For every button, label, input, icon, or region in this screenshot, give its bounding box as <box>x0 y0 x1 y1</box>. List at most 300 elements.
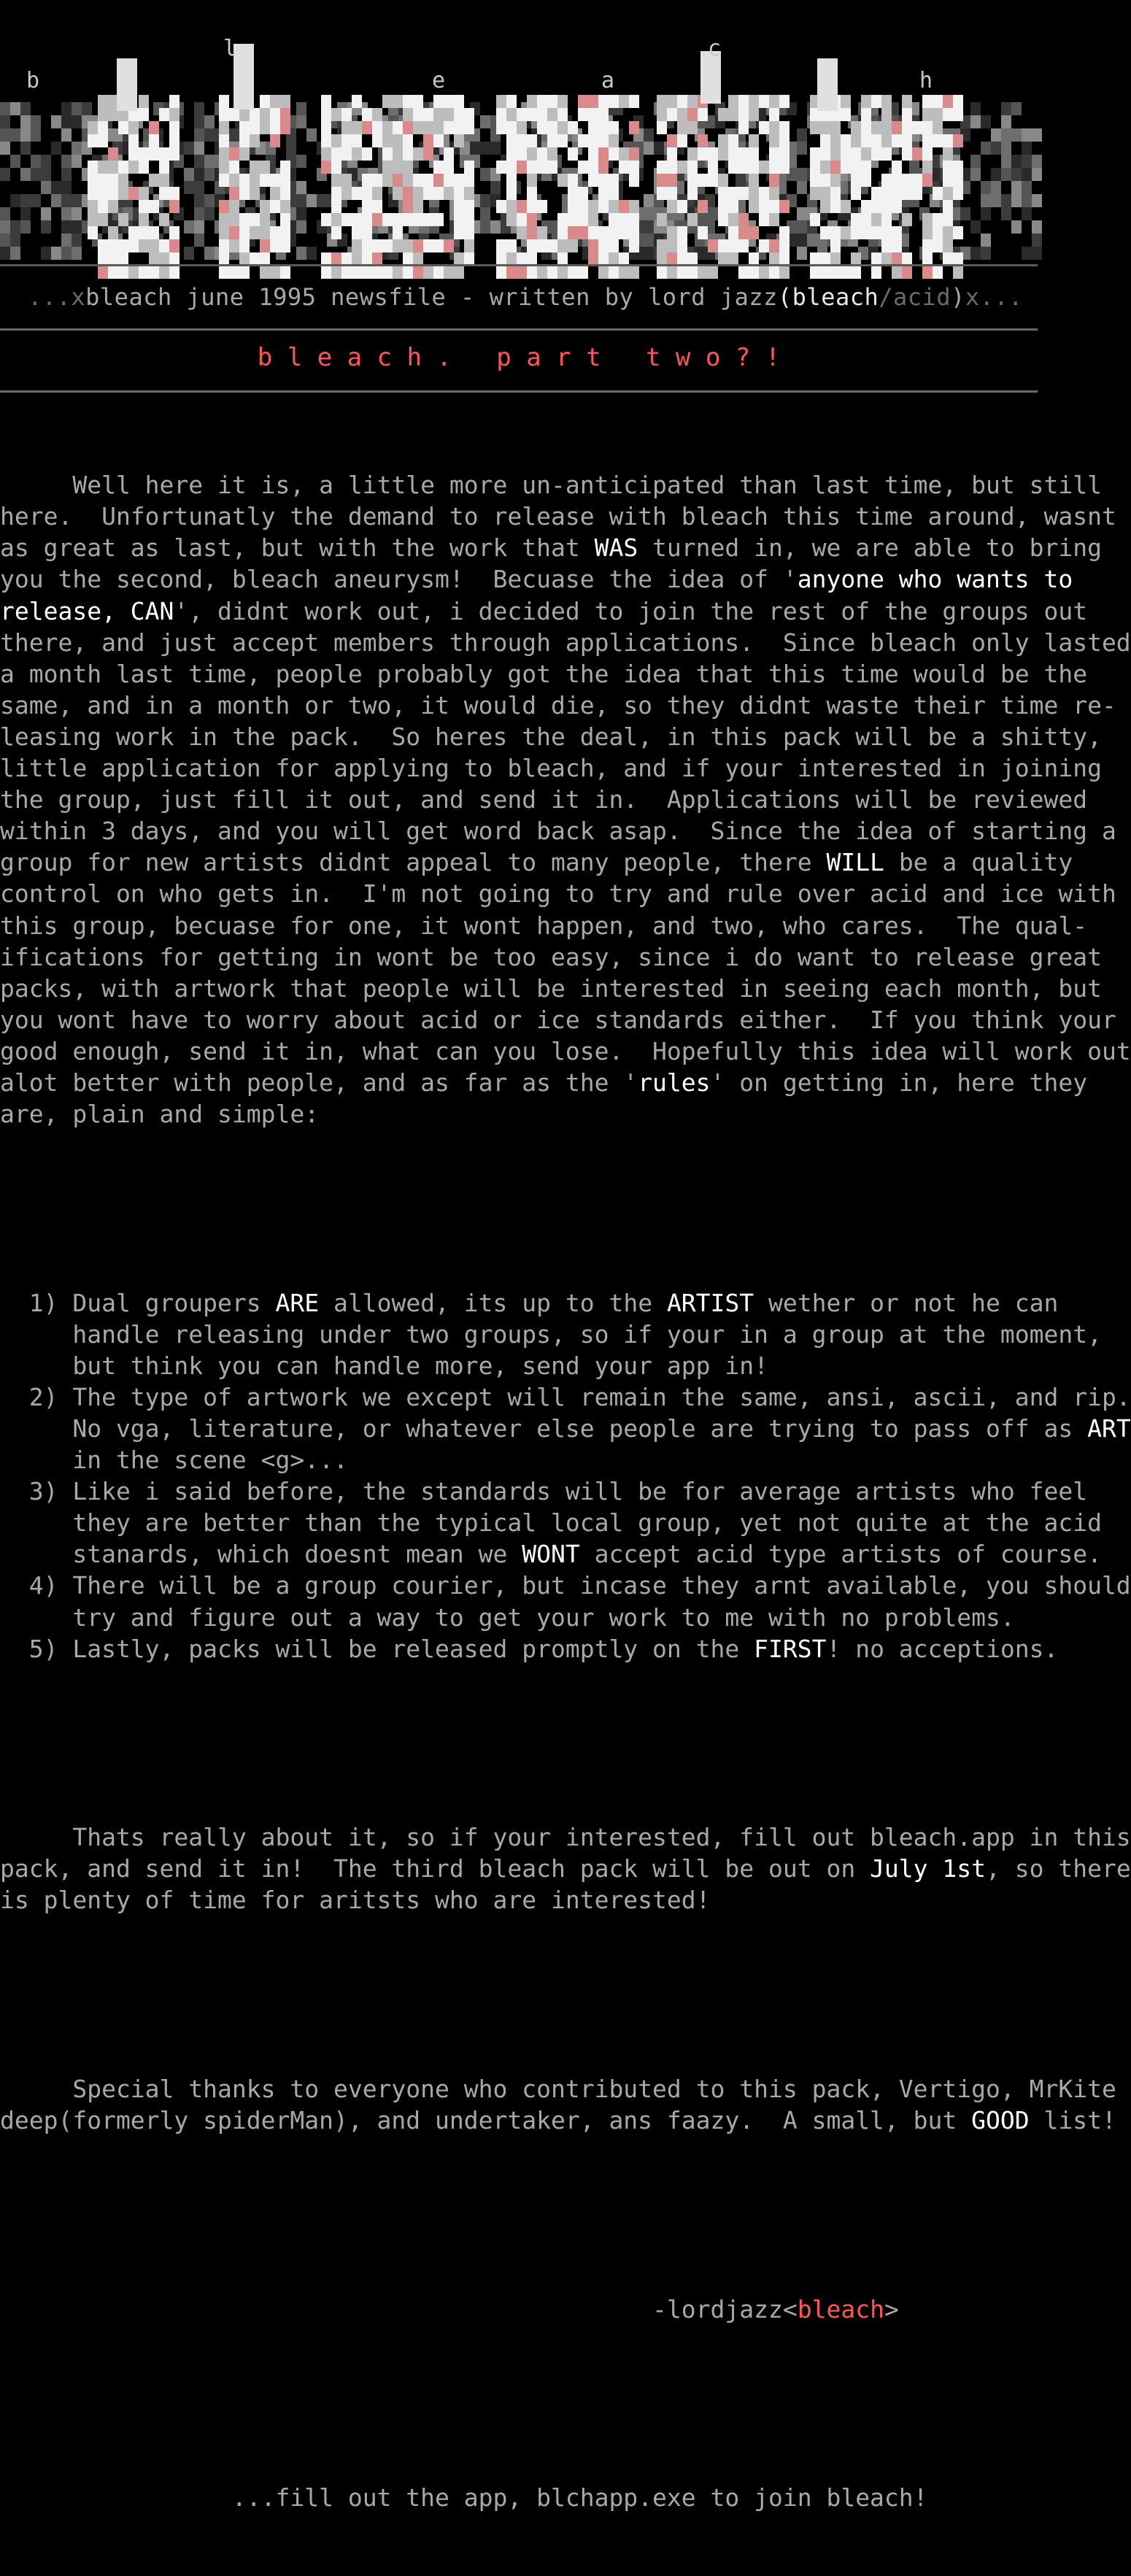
logo-letter-block <box>568 147 578 161</box>
logo-letter-block <box>108 174 118 187</box>
logo-accent-block <box>270 134 280 147</box>
logo-accent-block <box>280 108 290 121</box>
logo-letter-block <box>149 226 159 239</box>
logo-letter-block <box>609 266 619 279</box>
logo-shade-block <box>981 115 991 128</box>
logo-accent-block <box>892 121 902 134</box>
logo-letter-block <box>229 266 239 279</box>
logo-letter-block <box>517 213 527 226</box>
logo-letter-block <box>382 95 393 108</box>
logo-accent-block <box>619 200 629 213</box>
logo-shade-block <box>970 220 981 234</box>
logo-letter-block <box>881 147 892 161</box>
logo-letter-block <box>219 174 229 187</box>
logo-shade-block <box>1001 194 1011 207</box>
text-line <box>0 721 1102 752</box>
logo-letter-block <box>769 200 779 213</box>
logo-accent-block <box>169 239 180 252</box>
logo-letter-block <box>537 95 547 108</box>
logo-letter-block <box>820 161 830 174</box>
logo-letter-block <box>352 213 362 226</box>
logo-letter-block <box>578 161 588 174</box>
logo-shade-block <box>41 247 51 260</box>
emphasis-text: ARTIST <box>666 1288 754 1317</box>
logo-letter-block <box>892 200 902 213</box>
logo-letter-block <box>922 108 933 121</box>
text-line <box>0 690 1116 721</box>
tagline-group-bleach: bleach <box>792 283 879 311</box>
logo-letter-block <box>557 108 568 121</box>
logo-letter-block <box>657 121 667 134</box>
logo-letter-block <box>851 226 861 239</box>
logo-shade-block <box>20 115 31 128</box>
logo-letter-block <box>749 174 759 187</box>
logo-letter-block <box>88 174 98 187</box>
logo-letter-block <box>139 147 149 161</box>
text-run: accept acid type artists of course. <box>579 1540 1102 1569</box>
text-line <box>0 532 1102 563</box>
text-run: good enough, send it in, what can you lose. Hopefully this idea will work out <box>0 1036 1131 1065</box>
logo-letter-block <box>718 147 728 161</box>
logo-letter-block <box>687 121 698 134</box>
logo-ascender-block <box>117 85 137 98</box>
logo-letter-block <box>149 266 159 279</box>
logo-letter-block <box>169 134 180 147</box>
logo-shade-block <box>0 115 10 128</box>
logo-letter-block <box>841 95 851 108</box>
logo-letter-block <box>219 266 229 279</box>
logo-shade-block <box>204 115 215 128</box>
logo-letter-block <box>568 174 578 187</box>
logo-letter-block <box>749 147 759 161</box>
logo-letter-block <box>433 266 444 279</box>
logo-letter-block <box>393 213 403 226</box>
logo-letter-block <box>250 108 260 121</box>
logo-letter-block <box>219 239 229 252</box>
logo-letter-block <box>280 200 290 213</box>
logo-letter-block <box>871 266 881 279</box>
text-line <box>0 1570 1131 1601</box>
logo-letter-block <box>769 108 779 121</box>
logo-letter-block <box>892 134 902 147</box>
logo-letter-block <box>393 95 403 108</box>
logo-letter-block <box>912 174 922 187</box>
text-run: control on who gets in. I'm not going to try and rule over acid and ice with <box>0 879 1116 909</box>
logo-letter-block <box>718 239 728 252</box>
logo-letter-block <box>149 239 159 252</box>
logo-letter-block <box>619 252 629 266</box>
text-run: ...fill out the app, blchapp.exe to join bleach! <box>0 2483 928 2513</box>
logo-letter-block <box>547 147 557 161</box>
logo-shade-block <box>1011 194 1022 207</box>
logo-letter-block <box>810 213 820 226</box>
logo-letter-block <box>902 174 912 187</box>
logo-shade-block <box>1022 247 1032 260</box>
tagline-paren-close: ) <box>951 283 965 311</box>
text-run: little application for applying to bleach, and if your interested in joining <box>0 754 1102 783</box>
logo-letter-block <box>598 226 609 239</box>
logo-letter-block <box>588 226 598 239</box>
logo-letter-block <box>250 252 260 266</box>
logo-shade-block <box>286 142 296 155</box>
logo-letter-block <box>892 187 902 200</box>
logo-shade-block <box>296 247 306 260</box>
logo-shade-block <box>10 194 20 207</box>
logo-letter-block <box>270 95 280 108</box>
logo-letter-block <box>331 108 341 121</box>
text-run: allowed, its up to the <box>319 1288 667 1317</box>
logo-shade-block <box>61 102 72 115</box>
logo-letter-block <box>506 108 517 121</box>
text-line <box>0 1098 1051 1130</box>
logo-letter-block <box>372 200 382 213</box>
logo-shade-block <box>10 234 20 247</box>
logo-letter-block <box>738 187 749 200</box>
logo-shade-block <box>1022 194 1032 207</box>
logo-shade-block <box>797 181 807 194</box>
emphasis-text: GOOD <box>971 2106 1030 2135</box>
tagline-prefix: ...x <box>28 283 86 311</box>
logo-letter-block <box>496 121 506 134</box>
logo-ascender-block <box>700 77 721 90</box>
logo-letter-block <box>728 161 738 174</box>
logo-accent-block <box>393 174 403 187</box>
logo-shade-block <box>981 194 991 207</box>
logo-shade-block <box>981 181 991 194</box>
logo-letter-block <box>568 200 578 213</box>
logo-letter-block <box>250 187 260 200</box>
text-line <box>0 752 1102 784</box>
text-line <box>0 2073 1116 2105</box>
logo-shade-block <box>1011 155 1022 168</box>
logo-shade-block <box>1011 128 1022 142</box>
logo-letter-block <box>159 252 169 266</box>
tagline-suffix: x... <box>965 283 1023 311</box>
logo-shade-block <box>981 247 991 260</box>
logo-shade-block <box>184 220 194 234</box>
logo-letter-block <box>657 187 667 200</box>
logo-accent-block <box>527 226 537 239</box>
logo-letter-block <box>506 121 517 134</box>
logo-letter-block <box>341 266 352 279</box>
logo-shade-block <box>1001 207 1011 220</box>
logo-letter-block <box>588 108 598 121</box>
blank-line <box>0 1979 1051 2010</box>
logo-letter-block <box>464 213 474 226</box>
logo-letter-block <box>321 121 331 134</box>
logo-letter-block <box>229 213 239 226</box>
logo-letter-block <box>892 161 902 174</box>
logo-letter-block <box>769 161 779 174</box>
text-line <box>0 1444 1051 1476</box>
logo-letter-block <box>527 147 537 161</box>
logo-shade-block <box>0 168 10 181</box>
logo-letter-block <box>362 226 372 239</box>
logo-letter-block <box>250 134 260 147</box>
text-line <box>0 815 1116 847</box>
logo-letter-block <box>759 121 769 134</box>
text-run: 3) Like i said before, the standards will be for average artists who feel <box>0 1477 1088 1506</box>
emphasis-text: release, CAN <box>0 596 174 625</box>
logo-ascender-block <box>233 83 254 96</box>
logo-letter-block <box>578 108 588 121</box>
logo-letter-block <box>820 147 830 161</box>
logo-letter-block <box>547 239 557 252</box>
logo-letter-block <box>810 147 820 161</box>
logo-letter-block <box>557 95 568 108</box>
logo-letter-block <box>270 266 280 279</box>
logo-shade-block <box>10 155 20 168</box>
logo-accent-block <box>128 187 139 200</box>
logo-letter-block <box>149 200 159 213</box>
logo-letter-block <box>537 239 547 252</box>
logo-letter-block <box>382 213 393 226</box>
logo-letter-block <box>588 200 598 213</box>
logo-letter-block <box>667 226 677 239</box>
logo-letter-block <box>239 174 250 187</box>
text-run: Well here it is, a little more un-anticipated than last time, but still <box>0 471 1102 500</box>
logo-letter-block <box>464 121 474 134</box>
logo-letter-block <box>687 213 698 226</box>
logo-letter-block <box>881 239 892 252</box>
logo-letter-block <box>362 147 372 161</box>
logo-accent-block <box>588 252 598 266</box>
logo-letter-block <box>728 187 738 200</box>
logo-letter-block <box>260 213 270 226</box>
logo-letter-block <box>403 134 413 147</box>
logo-accent-block <box>667 252 677 266</box>
logo-letter-block <box>352 121 362 134</box>
logo-letter-block <box>830 252 841 266</box>
logo-letter-block <box>667 108 677 121</box>
logo-shade-block <box>194 207 204 220</box>
logo-letter-block <box>568 121 578 134</box>
logo-letter-block <box>372 266 382 279</box>
logo-letter-block <box>139 95 149 108</box>
logo-shade-block <box>61 220 72 234</box>
logo-letter-block <box>830 174 841 187</box>
logo-letter-block <box>851 147 861 161</box>
logo-shade-block <box>194 220 204 234</box>
logo-letter-block <box>239 266 250 279</box>
logo-letter-block <box>280 226 290 239</box>
logo-letter-block <box>609 226 619 239</box>
logo-letter-block <box>454 226 464 239</box>
logo-shade-block <box>61 168 72 181</box>
logo-accent-block <box>598 161 609 174</box>
logo-letter-block <box>128 121 139 134</box>
logo-letter-block <box>738 266 749 279</box>
text-run: as great as last, but with the work that <box>0 533 595 563</box>
logo-letter-block <box>108 226 118 239</box>
logo-letter-block <box>851 161 861 174</box>
logo-letter-block <box>444 266 454 279</box>
logo-letter-block <box>88 187 98 200</box>
logo-letter-block <box>687 174 698 187</box>
logo-letter-block <box>98 187 108 200</box>
logo-shade-block <box>296 115 306 128</box>
logo-letter-block <box>851 121 861 134</box>
logo-ascender-block <box>233 57 254 70</box>
logo-letter-block <box>677 95 687 108</box>
logo-letter-block <box>139 226 149 239</box>
logo-letter-block <box>331 226 341 239</box>
logo-letter-block <box>609 187 619 200</box>
logo-letter-block <box>270 200 280 213</box>
logo-letter-block <box>810 174 820 187</box>
logo-letter-block <box>362 239 372 252</box>
logo-letter-block <box>779 147 790 161</box>
logo-letter-block <box>341 213 352 226</box>
logo-shade-block <box>31 128 41 142</box>
logo-shade-block <box>204 207 215 220</box>
logo-letter-block <box>912 121 922 134</box>
logo-shade-block <box>0 220 10 234</box>
logo-letter-block <box>902 95 912 108</box>
logo-letter-block <box>444 95 454 108</box>
text-run: there, and just accept members through applications. Since bleach only lasted <box>0 628 1131 657</box>
logo-accent-block <box>260 239 270 252</box>
logo-shade-block <box>41 168 51 181</box>
logo-letter-block <box>759 187 769 200</box>
logo-shade-block <box>807 234 817 247</box>
logo-shade-block <box>41 181 51 194</box>
logo-shade-block <box>296 220 306 234</box>
logo-letter-block <box>372 174 382 187</box>
logo-letter-block <box>496 95 506 108</box>
text-run: ifications for getting in wont be too easy, since i do want to release great <box>0 942 1102 971</box>
logo-letter-block <box>362 213 372 226</box>
logo-letter-block <box>677 134 687 147</box>
logo-shade-block <box>10 128 20 142</box>
text-line <box>0 658 1088 690</box>
logo-letter-block <box>403 147 413 161</box>
logo-letter-block <box>557 239 568 252</box>
logo-letter-block <box>609 121 619 134</box>
logo-letter-block <box>841 108 851 121</box>
text-run: you the second, bleach aneurysm! Becuase the idea of ' <box>0 565 798 594</box>
logo-letter-block <box>352 252 362 266</box>
logo-shade-block <box>194 194 204 207</box>
logo-ascender-block <box>700 64 721 77</box>
emphasis-text: WAS <box>594 533 638 563</box>
logo-letter-block <box>403 161 413 174</box>
logo-letter-block <box>759 95 769 108</box>
logo-accent-block <box>98 266 108 279</box>
logo-shade-block <box>306 128 317 142</box>
logo-letter-block <box>527 252 537 266</box>
logo-letter-block <box>321 147 331 161</box>
logo-letter-block <box>527 187 537 200</box>
logo-letter-block <box>413 147 423 161</box>
logo-letter-block <box>547 266 557 279</box>
logo-letter-block <box>527 108 537 121</box>
logo-accent-block <box>362 121 372 134</box>
logo-letter-block <box>118 252 128 266</box>
logo-shade-block <box>20 142 31 155</box>
logo-letter-block <box>728 147 738 161</box>
logo-letter-block <box>506 187 517 200</box>
logo-shade-block <box>204 247 215 260</box>
logo-letter-block <box>372 121 382 134</box>
logo-accent-block <box>229 226 239 239</box>
logo-letter-block <box>239 239 250 252</box>
logo-accent-block <box>517 200 527 213</box>
paragraph-application <box>0 1821 1131 1916</box>
logo-letter-block <box>598 95 609 108</box>
logo-shade-block <box>20 207 31 220</box>
logo-letter-block <box>423 121 433 134</box>
logo-letter-block <box>496 266 506 279</box>
logo-letter-block <box>598 200 609 213</box>
logo-letter-block <box>667 161 677 174</box>
text-run: Thats really about it, so if your interested, fill out bleach.app in this <box>0 1823 1131 1852</box>
logo-shade-block <box>644 207 654 220</box>
logo-accent-block <box>403 200 413 213</box>
logo-letter-block <box>517 134 527 147</box>
logo-letter-block <box>871 187 881 200</box>
logo-letter-block <box>352 147 362 161</box>
text-run: but think you can handle more, send your app in! <box>0 1351 768 1380</box>
logo-letter-block <box>382 134 393 147</box>
logo-letter-block <box>403 266 413 279</box>
logo-letter-block <box>749 95 759 108</box>
logo-letter-block <box>892 226 902 239</box>
logo-accent-block <box>598 147 609 161</box>
logo-accent-block <box>444 239 454 252</box>
logo-letter-block <box>423 266 433 279</box>
text-run: a month last time, people probably got the idea that this time would be the <box>0 659 1088 688</box>
logo-shade-block <box>1001 102 1011 115</box>
group-name-text: bleach <box>797 2294 884 2324</box>
logo-letter-block <box>718 187 728 200</box>
logo-letter-block <box>362 174 372 187</box>
logo-ascender-block <box>233 70 254 83</box>
logo-letter-block <box>169 226 180 239</box>
logo-letter-block <box>749 200 759 213</box>
logo-letter-block <box>718 213 728 226</box>
text-line <box>0 2294 1051 2325</box>
logo-letter-block <box>578 266 588 279</box>
logo-shade-block <box>490 142 501 155</box>
logo-shade-block <box>480 142 490 155</box>
logo-letter-block <box>423 187 433 200</box>
logo-letter-block <box>413 121 423 134</box>
logo-letter-block <box>677 200 687 213</box>
logo-letter-block <box>820 266 830 279</box>
logo-letter-block <box>547 134 557 147</box>
logo-shade-block <box>296 155 306 168</box>
logo-accent-block <box>779 200 790 213</box>
logo-accent-block <box>108 147 118 161</box>
logo-letter-block <box>413 95 423 108</box>
logo-letter-block <box>677 161 687 174</box>
logo-letter-block <box>657 95 667 108</box>
logo-shade-block <box>0 142 10 155</box>
logo-shade-block <box>1032 247 1042 260</box>
logo-letter-block <box>698 174 708 187</box>
logo-letter-block <box>749 161 759 174</box>
logo-shade-block <box>644 220 654 234</box>
logo-shade-block <box>51 194 61 207</box>
logo-letter-block <box>578 200 588 213</box>
logo-letter-block <box>321 252 331 266</box>
logo-letter-block <box>871 252 881 266</box>
logo-letter-block <box>598 252 609 266</box>
logo-accent-block <box>588 95 598 108</box>
logo-shade-block <box>72 247 82 260</box>
logo-shade-block <box>0 234 10 247</box>
